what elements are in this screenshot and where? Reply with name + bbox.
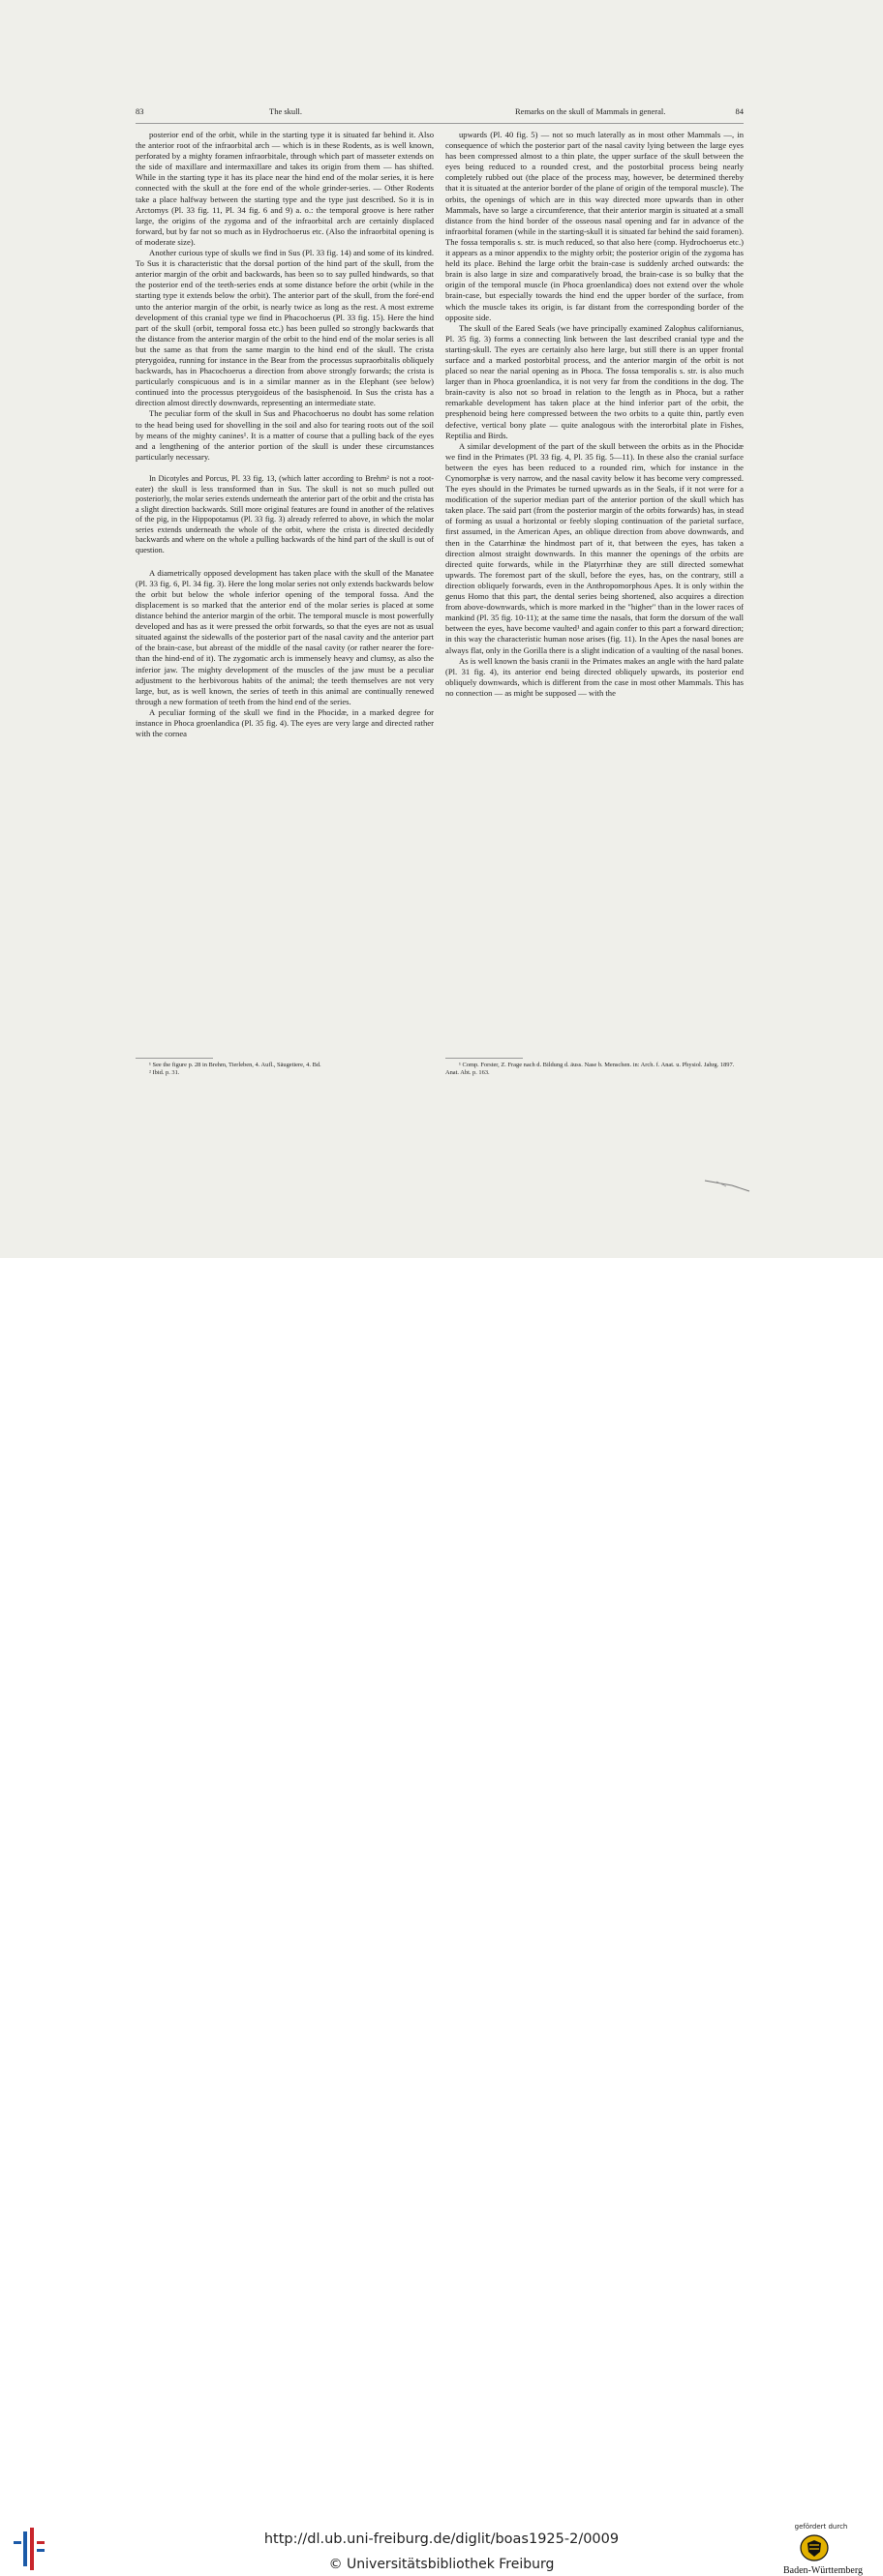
paragraph: upwards (Pl. 40 fig. 5) — not so much laterally as in most other Mammals —, in consequence of which the posterior part of the nasal cavity lying between the large eyes has been compressed almost to a thin plate, the upper surface of the skull between the eyes being reduced to a rounded crest, and the postorbital process being nearly completely rubbed out (the place of the process may, however, be determined thereby that it is situated at the anterior border of the plane of origin of the temporal muscle). The orbits, the openings of which are in this way directed more upwards than in other Mammals, have so large a circumference, that their anterior margin is situated at a small distance from the hind border of the osseous nasal opening and far in advance of the infraorbital foramen (while in the starting-skull it is situated far behind the said foramen). The fossa temporalis s. str. is much reduced, so that also here (comp. Hydrochoerus etc.) it appears as a minor appendix to the mighty orbit; the posterior origin of the zygoma has held its place. Behind the large orbit the brain-case is suddenly arched outwards: the brain is also large in size and comparatively broad, the brain-case is so bulky that the origin of the temporal muscle (in Phoca groenlandica) does not extend over the whole brain-case, but especially towards the hind end the upper border of the surface, from which the muscle takes its origin, is far distant from the corresponding border of the opposite side. [445,130,744,322]
paragraph: A peculiar forming of the skull we find in the Phocidæ, in a marked degree for instance in Phoca groenlandica (Pl. 35 fig. 4). The eyes are very large and directed rather with the cornea [136,706,434,739]
header-rule [136,123,744,124]
paragraph: A similar development of the part of the skull between the orbits as in the Phocidæ we find in the Primates (Pl. 33 fig. 4, Pl. 35 fig. 5—11). In these also the cranial surface between the eyes has been reduced to a rounded rim, which for instance in the Cynomorphæ is very narrow, and the nasal cavity below it has become very compressed. The eyes should in the Primates be turned upwards as in the Seals, if it not were for a modification of the superior median part of the anterior portion of the skull which has taken place. The said part (from the posterior margin of the orbits forwards) has, in stead of forming as usual a horizontal or feebly sloping continuation of the parietal surface, first assumed, in the American Apes, an oblique direction from above downwards, and then in the Catarrhinæ the hindmost part of it, that between the eyes, has taken a direction almost straight downwards. In this manner the openings of the orbits are directed quite forwards, while in the Platyrrhinæ they are still directed somewhat upwards. The foremost part of the skull, before the eyes, has, on the contrary, still a direction obliquely forwards, even in the Anthropomorphous Apes. It is only within the genus Homo that this part, the dental series being shortened, also acquires a direction from above-downwards, which is more marked in the "higher" than in the lower races of mankind (Pl. 35 fig. 10-11); at the same time the nasals, that form the dorsum of the wall between the eyes, have become vaulted¹ and again confer to this part a forward direction; in this way the characteristic human nose arises (fig. 11). In the Apes the nasal bones are always flat, only in the Gorilla there is a slight indication of a vaulting of the nasal bones. [445,440,744,655]
left-running-title: The skull. [269,106,302,116]
paragraph-small-print: In Dicotyles and Porcus, Pl. 33 fig. 13, (which latter according to Brehm² is not a root-eater) the skull is less transformed than in Sus. The skull is not so much pulled out posteriorly, the molar series extends underneath the anterior part of the orbit and the crista has a slight direction backwards. Still more original features are found in another of the relatives of the pig, in the Hippopotamus (Pl. 33 fig. 3) already referred to above, in which the molar series extends underneath the whole of the orbit, where the crista is directed decidedly backwards and where on the whole a pulling backwards of the hind part of the skull is out of question. [136,473,434,555]
paragraph: Another curious type of skulls we find in Sus (Pl. 33 fig. 14) and some of its kindred. To Sus it is characteristic that the dorsal portion of the hind part of the skull, from the anterior margin of the orbit and backwards, has been so to say pulled hindwards, so that the posterior end of the teeth-series ends at some distance before the orbit (while in the starting type it extends below the orbit). The anterior part of the skull, from the foré-end unto the anterior margin of the orbit, is nearly twice as long as the rest. A most extreme development of this cranial type we find in Phacochoerus (Pl. 33 fig. 15). Here the hind part of the skull (orbit, temporal fossa etc.) has been pulled so strongly backwards that the distance from the anterior margin of the orbit to the hind end of the molar series is all but the same as that from the same margin to the hind end of the skull. The crista pterygoidea, running for instance in the Bear from the processus supraorbitalis obliquely backwards, has in Phacochoerus a direction from above strongly forwards; the crista is particularly conspicuous and is in a similar manner as in the Elephant (see below) continued into the processus pterygoideus of the basisphenoid. In Sus the crista has a direction almost directly downwards, representing an intermediate state. [136,248,434,408]
right-footnotes [445,1062,744,1077]
paragraph: The skull of the Eared Seals (we have principally examined Zalophus californianus, Pl. 35 fig. 3) forms a connecting link between the last described cranial type and the starting-skull. The eyes are certainly also here large, but still there is an upper frontal surface and a marked postorbital process, and the anterior margin of the orbit is not placed so near the narial opening as in Phoca. The fossa temporalis s. str. is also much larger than in Phoca groenlandica, it is not very far from the conditions in the dog. The brain-cavity is also not so broad in relation to the length as in Phoca, but a rather remarkable development has taken place at the hind inferior part of the orbit, the presphenoid being here compressed between the two orbits to a quite thin, partly even defective, vertical bony plate — quite analogous with the interorbital plate in Fishes, Reptilia and Birds. [445,322,744,440]
scanned-page [0,0,883,1258]
left-footnotes [136,1062,434,1077]
viewer-footer [0,1258,883,2576]
sponsor-label: gefördert durch [794,2523,848,2531]
footnote: ² Ibid. p. 31. [149,1069,180,1076]
copyright-notice: © Universitätsbibliothek Freiburg [328,2557,555,2572]
pencil-mark [703,1179,751,1192]
footnote: ¹ See the figure p. 28 in Brehm, Tierleben, 4. Aufl., Säugetiere, 4. Bd. [149,1062,321,1068]
paragraph: The peculiar form of the skull in Sus and Phacochoerus no doubt has some relation to the head being used for shovelling in the soil and also for tearing roots out of the soil by means of the mighty canines¹. It is a matter of course that a pulling back of the eyes and a lengthening of the anterior portion of the skull is under these circumstances particularly necessary. [136,408,434,462]
left-text-column [136,130,434,739]
footnote-rule-right [445,1058,523,1059]
sponsor-name: Baden-Württemberg [782,2565,863,2576]
right-running-title: Remarks on the skull of Mammals in general. [515,106,666,116]
footnote-rule-left [136,1058,213,1059]
footnote: ¹ Comp. Forster, Z. Frage nach d. Bildung d. äuss. Nase b. Menschen. in: Arch. f. Anat. u. Physiol. Jahrg. 1897. Anat. Abt. p. 163. [445,1062,735,1076]
right-text-column [445,130,744,699]
paragraph: As is well known the basis cranii in the Primates makes an angle with the hard palate (Pl. 31 fig. 4), its anterior end being directed obliquely upwards, its posterior end obliquely downwards, which is different from the case in most other Mammals. This has no connection — as might be supposed — with the [445,655,744,698]
permalink-url[interactable]: http://dl.ub.uni-freiburg.de/diglit/boas1925-2/0009 [263,2531,620,2547]
paragraph: A diametrically opposed development has taken place with the skull of the Manatee (Pl. 33 fig. 6, Pl. 34 fig. 3). Here the long molar series not only extends backwards below the orbit but below the whole inferior opening of the temporal fossa. And the displacement is so marked that the anterior end of the molar series is placed at some distance behind the anterior margin of the orbit. The temporal muscle is most powerfully developed and has as it were pressed the orbit forwards, so that the eyes are not as usual situated against the sidewalls of the posterior part of the nasal cavity and the anterior part of the brain-case, but abreast of the middle of the nasal cavity (or rather nearer the fore- than the hind-end of it). The zygomatic arch is immensely heavy and clumsy, as also the inferior jaw. The mighty development of the muscles of the jaw must be a peculiar adjustment to the herbivorous habits of the animal; the teeth themselves are not very large, but, as is well known, the series of teeth in this animal are continually renewed through a new formation of teeth from the hind end of the series. [136,567,434,706]
state-seal-icon [800,2533,829,2562]
left-page-number: 83 [136,106,144,116]
right-page-number: 84 [735,106,744,116]
paragraph: posterior end of the orbit, while in the starting type it is situated far behind it. Also the anterior root of the infraorbital arch — which is in these Rodents, as is well known, perforated by a mighty foramen infraorbitale, through which part of masseter extends on the side of maxillare and intermaxillare and takes its origin from them — has shifted. While in the starting type it has its place near the hind end of the molar series, it is here connected with the skull at the fore end of the whole grinder-series. — Other Rodents take a place halfway between the starting type and the type just described. So it is in Arctomys (Pl. 33 fig. 11, Pl. 34 fig. 6 and 9) a. o.: the temporal groove is here rather large, the origins of the zygoma and of the infraorbital arch are certainly displaced forward, but by far not so much as in Hydrochoerus etc. (Also the infraorbital opening is of moderate size). [136,130,434,247]
running-header [136,106,744,122]
